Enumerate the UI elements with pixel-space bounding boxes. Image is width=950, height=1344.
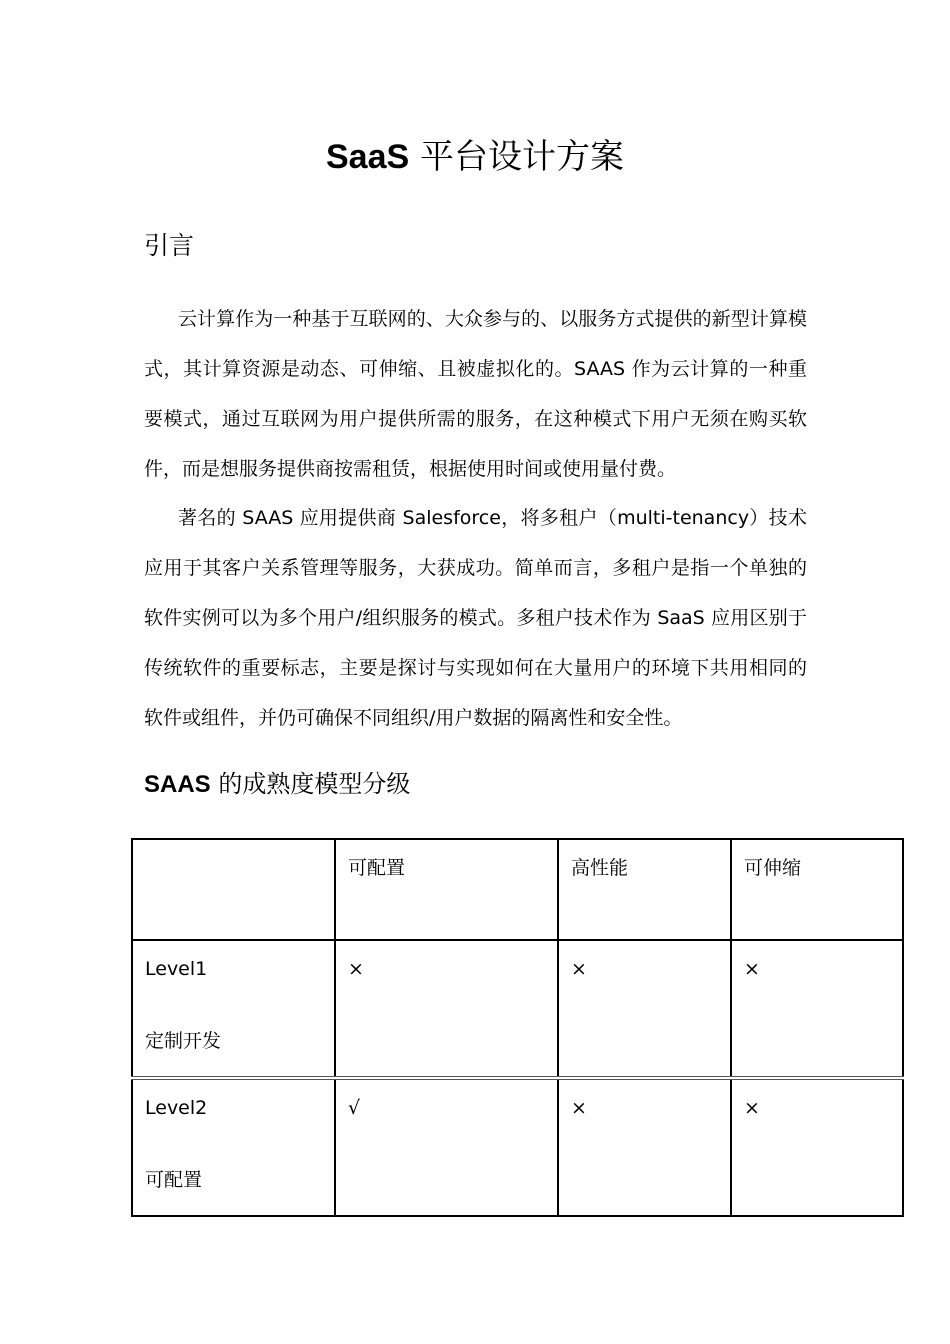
value-cell-configurable: √ [335, 1078, 558, 1216]
maturity-heading-latin: SAAS [144, 771, 211, 798]
level-desc: 可配置 [145, 1169, 203, 1191]
value-cell-performance: × [558, 1078, 731, 1216]
level-cell [132, 940, 335, 1078]
intro-paragraph-2: 著名的 SAAS 应用提供商 Salesforce，将多租户（multi-tenancy）技术应用于其客户关系管理等服务，大获成功。简单而言，多租户是指一个单独的软件实例可以为多个用户/组织服务的模式。多租户技术作为 SaaS 应用区别于传统软件的重要标志，主要是探讨与实现如何在大量用户的环境下共用相同的软件或组件，并仍可确保不同组织/用户数据的隔离性和安全性。 [144, 507, 807, 729]
maturity-heading [144, 766, 410, 803]
value-cell-performance: × [558, 940, 731, 1078]
title-cjk: 平台设计方案 [420, 137, 624, 177]
maturity-table [131, 838, 904, 1217]
intro-paragraph-1: 云计算作为一种基于互联网的、大众参与的、以服务方式提供的新型计算模式，其计算资源是动态、可伸缩、且被虚拟化的。SAAS 作为云计算的一种重要模式，通过互联网为用户提供所需的服务，在这种模式下用户无须在购买软件，而是想服务提供商按需租赁，根据使用时间或使用量付费。 [144, 308, 807, 480]
table-row [132, 1078, 903, 1216]
level-cell [132, 1078, 335, 1216]
header-cell-empty [132, 839, 335, 940]
table-header-row [132, 839, 903, 940]
level-desc: 定制开发 [145, 1030, 222, 1052]
table-row [132, 940, 903, 1078]
level-name: Level2 [145, 1097, 208, 1119]
value-cell-configurable: × [335, 940, 558, 1078]
header-cell-performance: 高性能 [558, 839, 731, 940]
title-latin: SaaS [326, 138, 410, 176]
header-cell-scalable: 可伸缩 [731, 839, 903, 940]
page-title [0, 134, 950, 180]
intro-heading: 引言 [144, 231, 195, 260]
maturity-heading-cjk: 的成熟度模型分级 [218, 770, 411, 798]
header-cell-configurable: 可配置 [335, 839, 558, 940]
value-cell-scalable: × [731, 940, 903, 1078]
level-name: Level1 [145, 958, 208, 980]
value-cell-scalable: × [731, 1078, 903, 1216]
